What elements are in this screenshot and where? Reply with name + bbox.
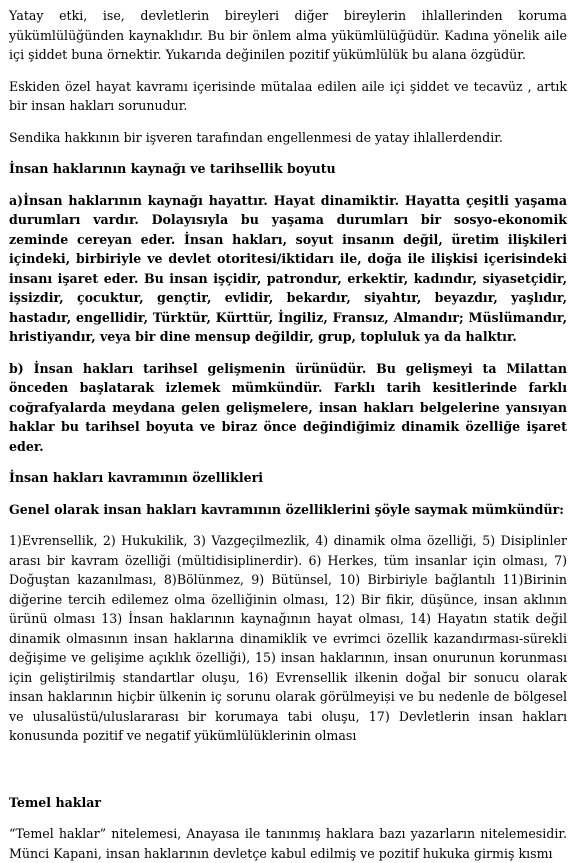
paragraph-source-life: a)İnsan haklarının kaynağı hayattır. Hayat dinamiktir. Hayatta çeşitli yaşama durumları vardır. Dolayısıyla bu yaşama durumları bir sosyo-ekonomik zeminde cereyan eder. İnsan hakları, soyut insanın değil, üretim ilişkileri içindeki, birbiriyle ve devlet otoritesi/iktidarı ile, doğa ile ilişkisi içerisindeki insanı işaret eder. Bu insan işçidir, patrondur, erkektir, kadındır, siyasetçidir, işsizdir, çocuktur, gençtir, evlidir, bekardır, siyahtır, beyazdır, yaşlıdır, hastadır, engellidir, Türktür, Kürttür, İngiliz, Fransız, Almandır; Müslümandır, hristiyandır, veya bir dine mensup değildir, grup, topluluk ya da halktır. <box>9 192 567 344</box>
heading-source-history: İnsan haklarının kaynağı ve tarihsellik boyutu <box>9 161 336 176</box>
heading-general-features: Genel olarak insan hakları kavramının özelliklerini şöyle saymak mümkündür: <box>9 501 564 517</box>
paragraph-features-list: 1)Evrensellik, 2) Hukukilik, 3) Vazgeçilmezlik, 4) dinamik olma özelliği, 5) Disiplinler arası bir kavram özelliği (mültidisiplinerdir). 6) Herkes, tüm insanlar için olması, 7) Doğuştan kazanılması, 8)Bölünmez, 9) Bütünsel, 10) Birbiriyle bağlantılı 11)Birinin diğerine tercih edilemez olma özelliğinin olması, 12) Bir fikir, düşünce, insan aklının ürünü olması 13) İnsan haklarının kaynağının hayat olması, 14) Hayatın statik değil dinamik olmasının insan haklarına dinamiklik ve evrimci özellik kazandırması-sürekli değişime ve gelişime açıklık özelliği), 15) insan haklarının, insan onurunun korunması için geliştirilmiş standartlar oluşu, 16) Evrensellik ilkenin doğal bir sonucu olarak insan haklarının hiçbir ülkenin iç sorunu olarak görülmeyiși ve bu nedenle de bölgesel ve ulusalüstü/uluslararası bir korumaya tabi oluşu, 17) Devletlerin insan hakları konusunda pozitif ve negatif yükümlülüklerinin olması <box>9 533 567 743</box>
paragraph-historical-development: b) İnsan hakları tarihsel gelişmenin ürünüdür. Bu gelişmeyi ta Milattan önceden başlatarak izlemek mümkündür. Farklı tarih kesitlerinde farklı coğrafyalarda meydana gelen gelişmelere, insan hakları belgelerine yansıyan haklar bu tarihsel boyuta ve biraz önce değindiğimiz dinamik özelliğe işaret eder. <box>9 360 567 454</box>
paragraph-horizontal-effect: Yatay etki, ise, devletlerin bireyleri diğer bireylerin ihlallerinden koruma yükümlülüğünden kaynaklıdır. Bu bir önlem alma yükümlülüğüdür. Kadına yönelik aile içi şiddet buna örnektir. Yukarıda değinilen pozitif yükümlülük bu alana özgüdür. <box>9 8 567 62</box>
heading-fundamental-rights: Temel haklar <box>9 794 102 810</box>
paragraph-union-rights: Sendika hakkının bir işveren tarafından engellenmesi de yatay ihlallerdendir. <box>9 129 503 145</box>
paragraph-domestic-violence: Eskiden özel hayat kavramı içerisinde mütalaa edilen aile içi şiddet ve tecavüz , artık bir insan hakları sorunudur. <box>9 78 567 113</box>
paragraph-fundamental-rights: “Temel haklar” nitelemesi, Anayasa ile tanınmış haklara bazı yazarların nitelemesidir. Münci Kapani, insan haklarının devletçe kabul edilmiş ve pozitif hukuka girmiş kısmı <box>9 826 567 861</box>
document-page <box>0 6 581 863</box>
heading-concept-features: İnsan hakları kavramının özellikleri <box>9 470 264 485</box>
